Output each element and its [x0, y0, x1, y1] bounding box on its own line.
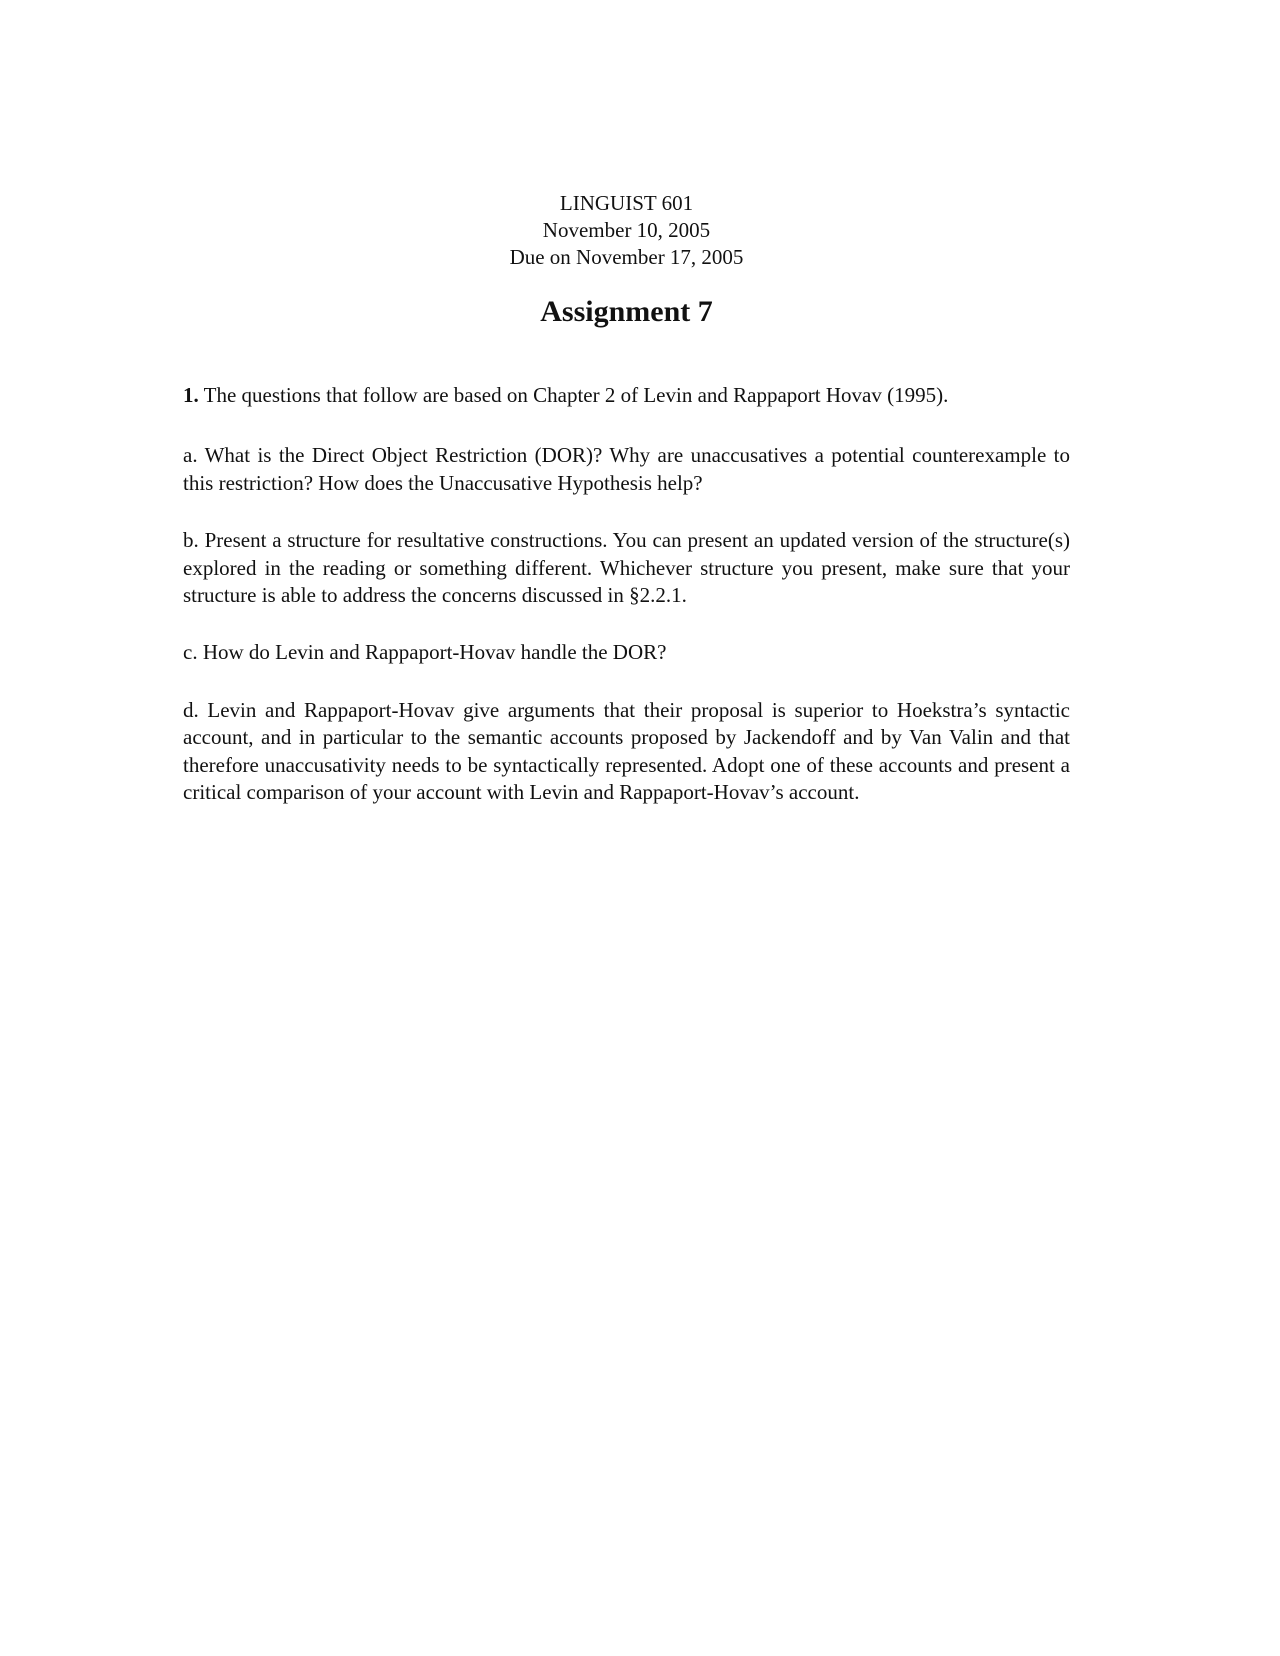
- question-part-a: a. What is the Direct Object Restriction (DOR)? Why are unaccusatives a potential counterexample to this restriction? How does the Unaccusative Hypothesis help?: [183, 443, 1070, 495]
- assignment-body: [183, 382, 1070, 836]
- due-date: Due on November 17, 2005: [509, 245, 744, 269]
- page-title: Assignment 7: [540, 295, 713, 328]
- issue-date: November 10, 2005: [542, 218, 711, 242]
- course-name: LINGUIST 601: [559, 191, 694, 215]
- question-part-c: c. How do Levin and Rappaport-Hovav handle the DOR?: [183, 640, 667, 665]
- question-part-b: b. Present a structure for resultative constructions. You can present an updated version of the structure(s) explored in the reading or something different. Whichever structure you present, make sure that your structure is able to address the concerns discussed in §2.2.1.: [183, 528, 1070, 608]
- question-part-d: d. Levin and Rappaport-Hovav give arguments that their proposal is superior to Hoekstra’s syntactic account, and in particular to the semantic accounts proposed by Jackendoff and by Van Valin and that therefore unaccusativity needs to be syntactically represented. Adopt one of these accounts and present a critical comparison of your account with Levin and Rappaport-Hovav’s account.: [183, 697, 1070, 805]
- question-1-intro: [183, 382, 1070, 409]
- question-number: 1.: [183, 383, 199, 407]
- question-intro-text: The questions that follow are based on Chapter 2 of Levin and Rappaport Hovav (1995).: [198, 383, 949, 407]
- document-header: [0, 190, 1253, 271]
